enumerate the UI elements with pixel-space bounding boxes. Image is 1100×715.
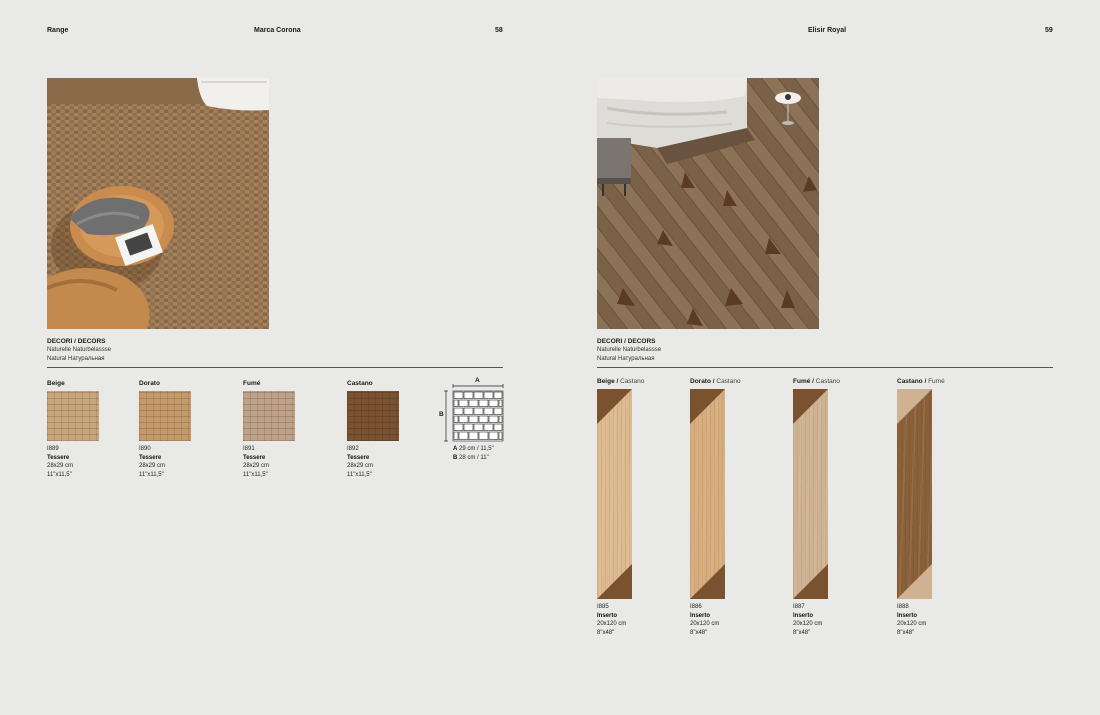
- swatch-tile-fume: [243, 391, 295, 441]
- swatch-code: I889: [47, 446, 59, 452]
- plank-type: Inserto: [690, 612, 711, 619]
- plank-size-in: 8"x48": [897, 629, 915, 636]
- swatch-name-dorato: Dorato: [139, 380, 160, 387]
- header-collection-left: Marca Corona: [254, 27, 301, 34]
- swatch-color-fume: [243, 391, 295, 441]
- swatch-size-cm: 28x29 cm: [347, 463, 374, 469]
- swatch-name-castano: Castano: [347, 380, 373, 387]
- plank-color-dorato: [690, 389, 725, 599]
- swatch-name-beige: Beige: [47, 380, 65, 387]
- swatch-color-castano: [347, 391, 399, 441]
- plank-type: Inserto: [597, 612, 618, 619]
- plank-code: I887: [793, 604, 805, 610]
- dim-a-value: 29 cm / 11,5": [459, 446, 494, 452]
- swatch-type: Tessere: [139, 454, 162, 461]
- swatch-tile-dorato: [139, 391, 191, 441]
- plank-fume: [793, 389, 828, 599]
- swatch-caption-castano: [347, 445, 373, 479]
- plank-size-cm: 20x120 cm: [690, 621, 720, 627]
- diagram-dimensions: [453, 445, 494, 462]
- swatch-caption-fume: [243, 445, 269, 479]
- plank-size-in: 8"x48": [597, 629, 615, 636]
- plank-code: I888: [897, 604, 909, 610]
- swatch-color-beige: [47, 391, 99, 441]
- swatch-size-in: 11"x11,5": [243, 471, 268, 478]
- plank-name-castano: Castano / Fumé: [897, 378, 945, 385]
- dim-a-key: A: [453, 446, 458, 452]
- page-number-right: 59: [1045, 27, 1053, 34]
- plank-beige: [597, 389, 632, 599]
- divider-left: [47, 367, 503, 368]
- room-photo-planks: [597, 78, 819, 329]
- swatch-size-cm: 28x29 cm: [243, 463, 270, 469]
- plank-code: I885: [597, 604, 609, 610]
- diagram-label-a: A: [475, 377, 480, 384]
- plank-caption-castano: [897, 603, 926, 637]
- swatch-type: Tessere: [243, 454, 266, 461]
- swatch-type: Tessere: [347, 454, 370, 461]
- swatch-caption-beige: [47, 445, 73, 479]
- plank-size-cm: 20x120 cm: [897, 621, 927, 627]
- plank-color-beige: [597, 389, 632, 599]
- swatch-size-in: 11"x11,5": [139, 471, 164, 478]
- section-subtitle-2-left: Natural Натуральная: [47, 356, 105, 362]
- plank-type: Inserto: [897, 612, 918, 619]
- swatch-tile-castano: [347, 391, 399, 441]
- section-title-right: DECORI / DECORS: [597, 338, 656, 345]
- plank-size-cm: 20x120 cm: [793, 621, 823, 627]
- dim-b-value: 28 cm / 11": [459, 454, 489, 461]
- swatch-caption-dorato: [139, 445, 165, 479]
- plank-name-beige: Beige / Castano: [597, 378, 645, 385]
- plank-code: I886: [690, 604, 702, 610]
- swatch-color-dorato: [139, 391, 191, 441]
- swatch-size-in: 11"x11,5": [347, 471, 372, 478]
- plank-size-in: 8"x48": [793, 629, 811, 636]
- mosaic-dimension-diagram: [439, 377, 509, 443]
- plank-size-in: 8"x48": [690, 629, 708, 636]
- diagram-label-b: B: [439, 411, 444, 418]
- divider-right: [597, 367, 1053, 368]
- plank-caption-dorato: [690, 603, 719, 637]
- plank-color-fume: [793, 389, 828, 599]
- swatch-code: I890: [139, 446, 151, 452]
- plank-dorato: [690, 389, 725, 599]
- dim-b-key: B: [453, 454, 458, 461]
- plank-color-castano: [897, 389, 932, 599]
- swatch-name-fume: Fumé: [243, 380, 261, 387]
- swatch-tile-beige: [47, 391, 99, 441]
- section-subtitle-1-left: Naturelle Naturbelassse: [47, 347, 112, 353]
- swatch-size-in: 11"x11,5": [47, 471, 72, 478]
- swatch-code: I891: [243, 446, 255, 452]
- plank-size-cm: 20x120 cm: [597, 621, 627, 627]
- plank-type: Inserto: [793, 612, 814, 619]
- swatch-size-cm: 28x29 cm: [139, 463, 166, 469]
- swatch-size-cm: 28x29 cm: [47, 463, 74, 469]
- section-subtitle-2-right: Natural Натуральная: [597, 356, 655, 362]
- swatch-type: Tessere: [47, 454, 70, 461]
- plank-caption-beige: [597, 603, 626, 637]
- room-photo-mosaic: [47, 78, 269, 329]
- section-title-left: DECORI / DECORS: [47, 338, 106, 345]
- header-collection-right: Elisir Royal: [808, 27, 847, 34]
- page-number-left: 58: [495, 27, 503, 34]
- plank-name-fume: Fumé / Castano: [793, 378, 840, 385]
- mosaic-grid-icon: [439, 377, 509, 443]
- plank-caption-fume: [793, 603, 822, 637]
- plank-castano: [897, 389, 932, 599]
- swatch-code: I892: [347, 446, 359, 452]
- header-section: Range: [47, 27, 69, 34]
- plank-name-dorato: Dorato / Castano: [690, 378, 741, 385]
- section-subtitle-1-right: Naturelle Naturbelassse: [597, 347, 662, 353]
